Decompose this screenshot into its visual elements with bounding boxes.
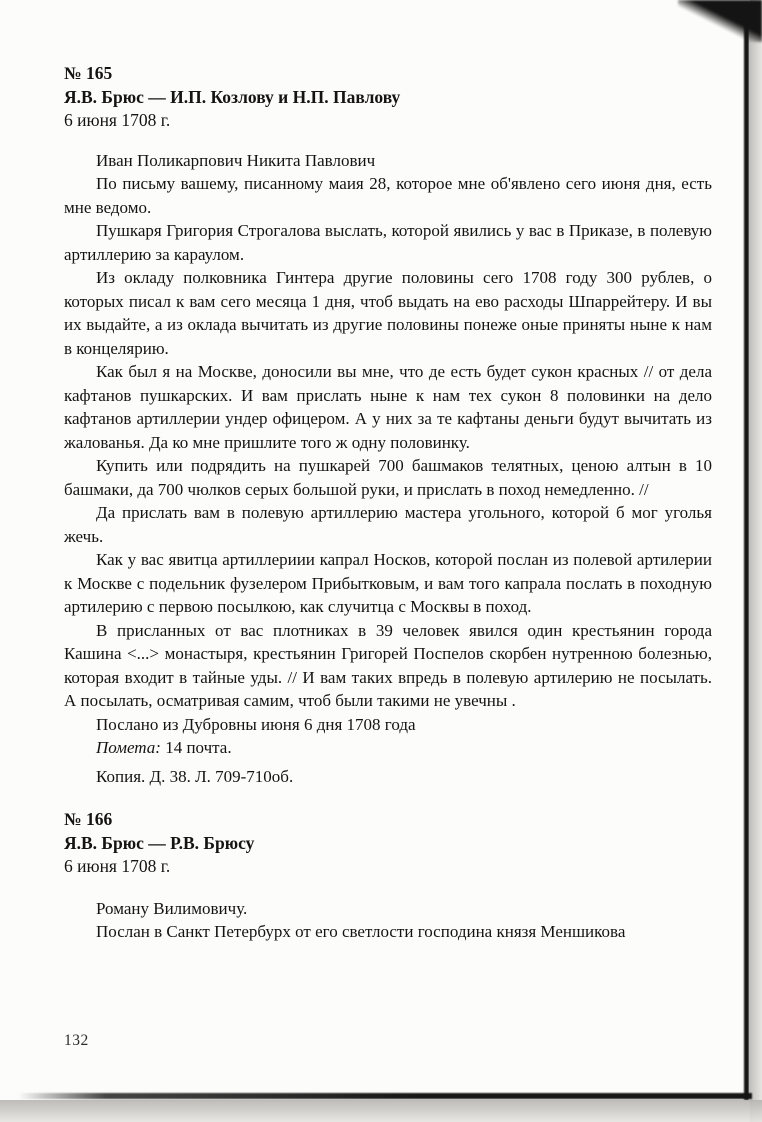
- page-number: 132: [64, 1032, 89, 1049]
- paragraph: Пушкаря Григория Строгалова выслать, которой явились у вас в Приказе, в полевую артиллерию за караулом.: [64, 221, 712, 264]
- pometa-label: Помета:: [96, 738, 161, 757]
- paragraph: Как был я на Москве, доносили вы мне, что де есть будет сукон красных // от дела кафтанов пушкарских. И вам прислать ныне к нам тех сукон 8 половинки на дело кафтанов артиллерии ундер офицером. А у них за те кафтаны деньги будут вычитать из жалованья. Да ко мне пришлите того ж одну половинку.: [64, 362, 712, 452]
- paragraph: Иван Поликарпович Никита Павлович: [96, 150, 376, 170]
- archive-reference: Копия. Д. 38. Л. 709-710об.: [96, 766, 294, 786]
- scan-corner-top-right: [678, 0, 762, 42]
- document-number: № 166: [64, 809, 113, 829]
- paragraph: Из окладу полковника Гинтера другие половины сего 1708 году 300 рублев, о которых писал к вам сего месяца 1 дня, чтоб выдать на ево расходы Шпаррейтеру. И вы их выдайте, а из оклада вычитать из другие половины понеже оные приняты ныне к нам в концелярию.: [64, 268, 712, 358]
- scan-edge-bottom-line: [18, 1093, 752, 1099]
- scan-edge-right-line: [744, 26, 749, 1100]
- document-date: 6 июня 1708 г.: [64, 856, 171, 876]
- document-number: № 165: [64, 63, 113, 83]
- document-165: [64, 62, 712, 788]
- paragraph: Роману Вилимовичу.: [96, 898, 248, 918]
- paragraph: По письму вашему, писанному маия 28, которое мне об'явлено сего июня дня, есть мне ведомо.: [64, 174, 712, 217]
- document-165-header: [64, 62, 712, 133]
- scan-edge-right-shading: [750, 0, 762, 1122]
- document-title: Я.В. Брюс — И.П. Козлову и Н.П. Павлову: [64, 86, 401, 107]
- pometa-line: [64, 736, 712, 760]
- document-166-header: [64, 808, 712, 879]
- paragraph: Как у вас явитца артиллериии капрал Носков, которой послан из полевой артилерии к Москве с подельник фузелером Прибытковым, и вам того капрала послать в походную артилерию с первою посылкою, как случитца с Москвы в поход.: [64, 550, 712, 616]
- pometa-text: 14 почта.: [165, 738, 232, 757]
- scan-edge-bottom-shading: [0, 1100, 762, 1122]
- document-title: Я.В. Брюс — Р.В. Брюсу: [64, 832, 255, 853]
- document-166: [64, 808, 712, 944]
- document-166-body: [64, 897, 712, 944]
- paragraph: В присланных от вас плотниках в 39 человек явился один крестьянин города Кашина <...> монастыря, крестьянин Григорей Поспелов скорбен нутренною болезнью, которая входит в тайные уды. // И вам таких впредь в полевую артилерию не посылать. А посылать, осматривая самим, чтоб были такими не увечны .: [64, 620, 712, 710]
- document-date: 6 июня 1708 г.: [64, 110, 171, 130]
- document-165-body: [64, 149, 712, 789]
- paragraph: Да прислать вам в полевую артиллерию мастера угольного, которой б мог уголья жечь.: [64, 503, 712, 546]
- paragraph: Послано из Дубровны июня 6 дня 1708 года: [96, 714, 416, 734]
- paragraph: Послан в Санкт Петербурх от его светлости господина князя Меншикова: [96, 922, 626, 941]
- paragraph: Купить или подрядить на пушкарей 700 башмаков телятных, ценою алтын в 10 башмаки, да 700 чюлков серых большой руки, и прислать в поход немедленно. //: [64, 456, 712, 499]
